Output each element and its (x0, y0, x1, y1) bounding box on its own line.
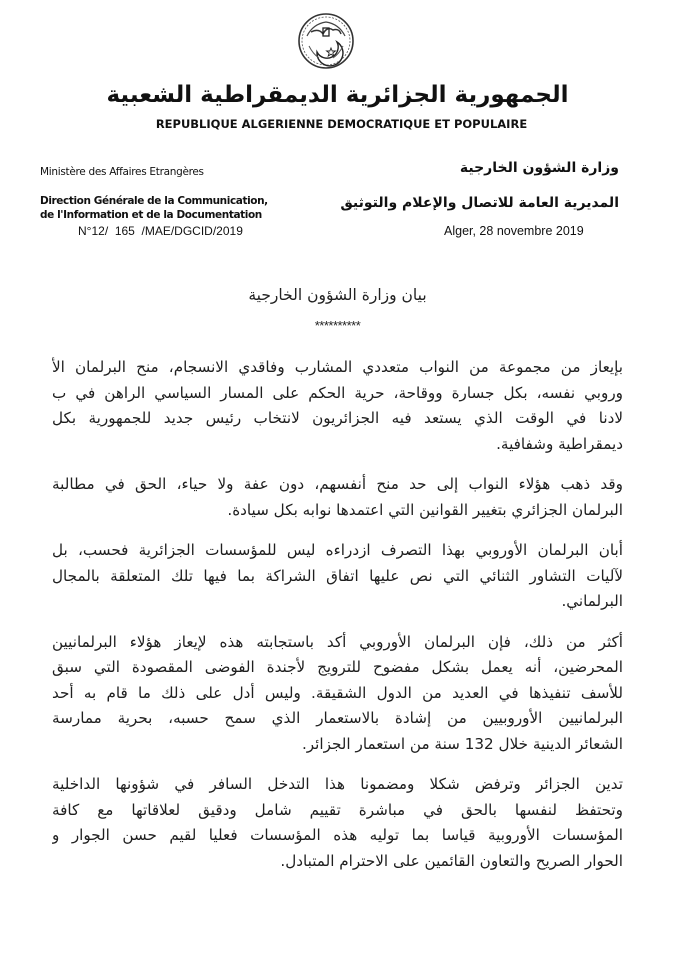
ministry-name-french: Ministère des Affaires Etrangères (40, 166, 204, 178)
paragraph-4 (52, 630, 623, 758)
directorate-line-2: de l'Information et de la Documentation (40, 209, 262, 221)
algeria-state-emblem-icon (297, 12, 355, 70)
directorate-line-1: Direction Générale de la Communication, (40, 195, 268, 207)
paragraph-line: وروبي نفسه، بكل جسارة ووقاحة، حرية الحكم على المسار السياسي الراهن في ب (52, 383, 623, 402)
paragraph-2 (52, 472, 623, 523)
paragraph-line: البرلمانيين الأوروبيين من إشادة بالاستعمار الذي سمح حسبه، بحرية ممارسة (52, 709, 623, 727)
paragraph-line: ديمقراطية وشفافية. (496, 434, 623, 453)
paragraph-line: المحرضين، أنه يعمل بشكل مفضوح للترويج لأجندة الفوضى المقصودة التي سبق (52, 658, 623, 676)
paragraph-1 (52, 355, 623, 457)
paragraph-line: تدين الجزائر وترفض شكلا ومضمونا هذا التدخل السافر في شؤونها الداخلية (52, 775, 623, 793)
paragraph-line: أبان البرلمان الأوروبي بهذا التصرف ازدراءه ليس للمؤسسات الجزائرية فحسب، بل (52, 541, 623, 559)
republic-name-arabic: الجمهورية الجزائرية الديمقراطية الشعبية (106, 82, 569, 108)
paragraph-3 (52, 538, 623, 615)
statement-body (52, 355, 623, 889)
directorate-name-french (40, 194, 268, 222)
paragraph-5 (52, 772, 623, 874)
paragraph-line: أكثر من ذلك، فإن البرلمان الأوروبي أكد باستجابته هذه لإيعاز هؤلاء البرلمانيين (52, 632, 623, 651)
republic-name-french: REPUBLIQUE ALGERIENNE DEMOCRATIQUE ET POPULAIRE (155, 117, 528, 131)
paragraph-line: لادنا في الوقت الذي يستعد فيه الجزائريون لانتخاب رئيس جديد للجمهورية بكل (52, 409, 623, 427)
directorate-name-arabic: المديرية العامة للاتصال والإعلام والتوثيق (340, 195, 619, 211)
reference-number: N°12/ 165 /MAE/DGCID/2019 (78, 224, 243, 238)
ministry-name-arabic: وزارة الشؤون الخارجية (459, 160, 619, 176)
document-date: Alger, 28 novembre 2019 (444, 224, 584, 238)
paragraph-line: البرلماني. (561, 592, 623, 610)
paragraph-line: وتحتفظ لنفسها بالحق في مباشرة تقييم شامل ودقيق لعلاقاتها مع كافة (52, 800, 623, 819)
paragraph-line: لآليات التشاور الثنائي التي نص عليها اتفاق الشراكة بما فيها تلك المتعلقة بالمجال (52, 566, 623, 585)
paragraph-line: للأسف تنفيذها في العديد من الدول الشقيقة. وليس أدل على ذلك ما قام به أحد (52, 683, 623, 702)
paragraph-line: الحوار الصريح والتعاون القائمين على الاحترام المتبادل. (280, 851, 623, 870)
paragraph-line: المؤسسات الأوروبية قياسا بما توليه هذه المؤسسات فعليا لقيم حسن الجوار و (52, 826, 623, 844)
title-separator: ********** (314, 318, 361, 333)
paragraph-line: بإيعاز من مجموعة من النواب متعددي المشارب وفاقدي الانسجام، منح البرلمان الأ (52, 358, 623, 376)
paragraph-line: البرلمان الجزائري بتغيير القوانين التي اعتمدها نوابه بكل سيادة. (227, 500, 623, 519)
statement-title: بيان وزارة الشؤون الخارجية (248, 286, 427, 304)
paragraph-line: الشعائر الدينية خلال 132 سنة من استعمار الجزائر. (301, 734, 623, 753)
paragraph-line: وقد ذهب هؤلاء النواب إلى حد منح أنفسهم، دون عفة ولا حياء، الحق في مطالبة (52, 475, 623, 493)
